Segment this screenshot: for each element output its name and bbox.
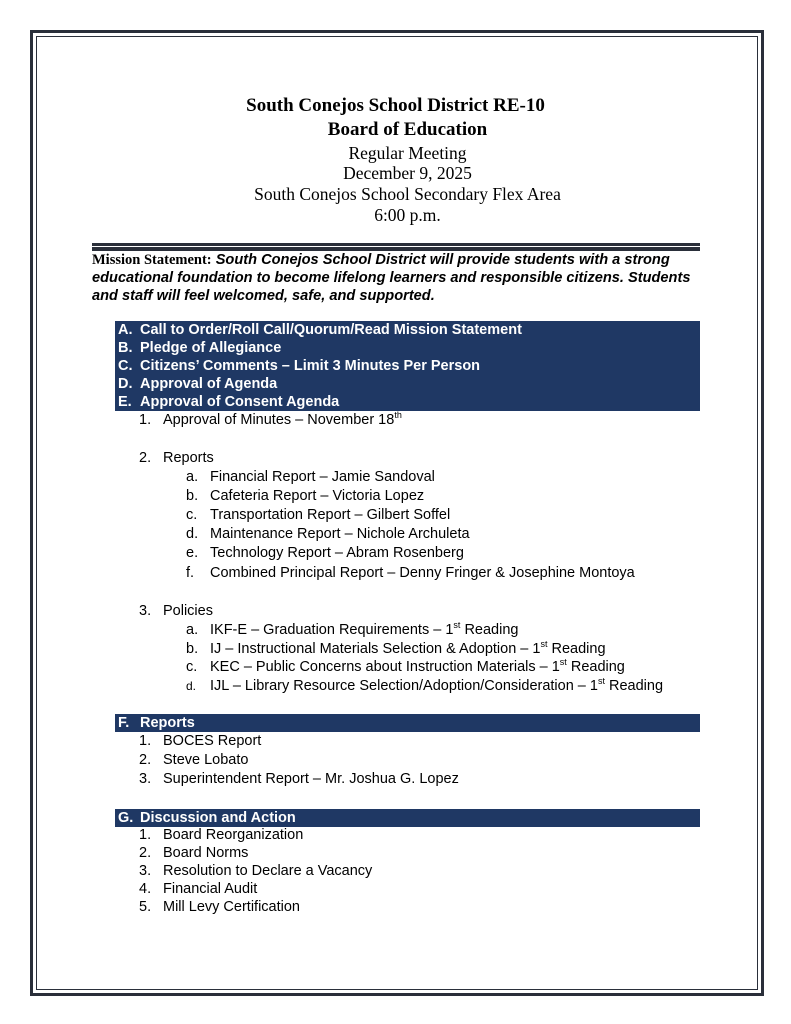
- section-b: B. Pledge of Allegiance: [118, 340, 282, 356]
- section-g-item: 5. Mill Levy Certification: [139, 899, 300, 915]
- agenda-sections-a-e: [115, 321, 700, 411]
- meeting-location: South Conejos School Secondary Flex Area: [254, 184, 561, 204]
- mission-label: Mission Statement:: [92, 252, 212, 268]
- mission-statement: [92, 251, 702, 305]
- policy-item: b. IJ – Instructional Materials Selection & Adoption – 1st Reading: [186, 639, 606, 657]
- meeting-date: December 9, 2025: [343, 163, 472, 183]
- section-g-item: 3. Resolution to Declare a Vacancy: [139, 863, 373, 879]
- report-item: d. Maintenance Report – Nichole Archuleta: [186, 526, 470, 542]
- section-f-item: 2. Steve Lobato: [139, 752, 249, 768]
- consent-item-policies: 3. Policies: [139, 603, 213, 619]
- meeting-type: Regular Meeting: [348, 143, 467, 163]
- mission-text: South Conejos School District will provide students with a strong educational foundation to become lifelong learners and responsible citizens. Students and staff will feel welcomed, safe, and supported.: [92, 252, 691, 304]
- double-rule-divider: [92, 243, 700, 247]
- board-title: Board of Education: [327, 119, 488, 140]
- consent-item-minutes: 1. Approval of Minutes – November 18th: [139, 410, 402, 428]
- section-g-item: 4. Financial Audit: [139, 881, 258, 897]
- section-a: A. Call to Order/Roll Call/Quorum/Read Mission Statement: [118, 322, 522, 338]
- section-f-header: F. Reports: [115, 714, 700, 732]
- report-item: a. Financial Report – Jamie Sandoval: [186, 469, 435, 485]
- section-d: D. Approval of Agenda: [118, 376, 278, 392]
- section-f-item: 3. Superintendent Report – Mr. Joshua G. Lopez: [139, 771, 459, 787]
- consent-item-reports: 2. Reports: [139, 450, 214, 466]
- policy-item: d. IJL – Library Resource Selection/Adoption/Consideration – 1st Reading: [186, 676, 664, 694]
- section-f-item: 1. BOCES Report: [139, 733, 262, 749]
- section-c: C. Citizens’ Comments – Limit 3 Minutes Per Person: [118, 358, 481, 374]
- report-item: f. Combined Principal Report – Denny Fringer & Josephine Montoya: [186, 565, 635, 581]
- section-g-header: G. Discussion and Action: [115, 809, 700, 827]
- section-g-item: 2. Board Norms: [139, 845, 249, 861]
- policy-item: a. IKF-E – Graduation Requirements – 1st Reading: [186, 620, 519, 638]
- section-e: E. Approval of Consent Agenda: [118, 394, 340, 410]
- report-item: b. Cafeteria Report – Victoria Lopez: [186, 488, 425, 504]
- section-g-item: 1. Board Reorganization: [139, 827, 304, 843]
- policy-item: c. KEC – Public Concerns about Instruction Materials – 1st Reading: [186, 657, 625, 675]
- district-title: South Conejos School District RE-10: [246, 95, 545, 116]
- report-item: c. Transportation Report – Gilbert Soffel: [186, 507, 451, 523]
- meeting-time: 6:00 p.m.: [374, 205, 441, 225]
- report-item: e. Technology Report – Abram Rosenberg: [186, 545, 464, 561]
